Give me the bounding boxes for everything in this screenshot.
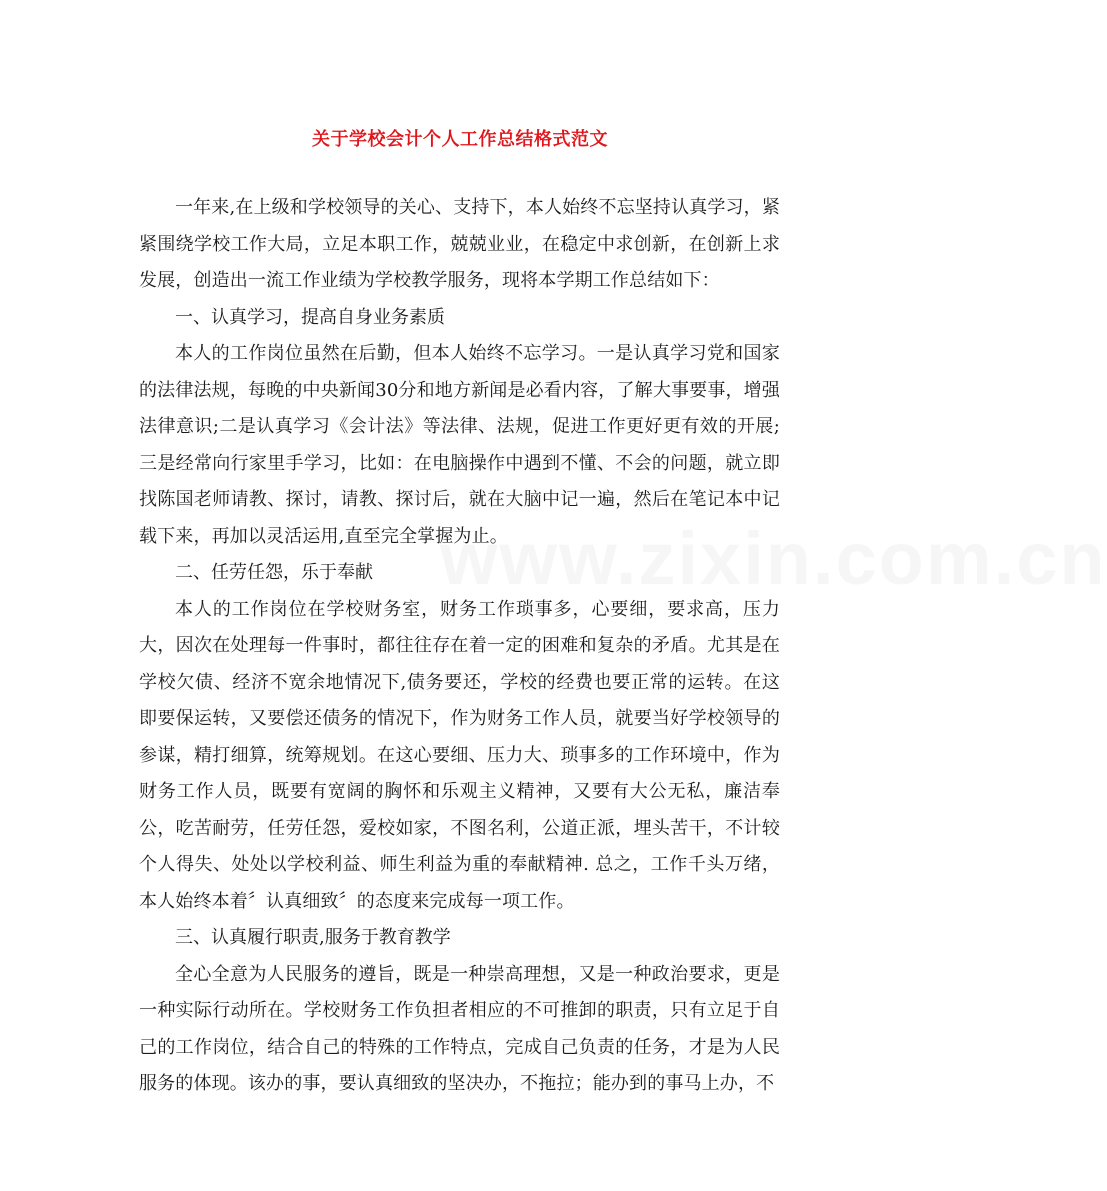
document-body [139,190,780,1103]
section-paragraph-3: 全心全意为人民服务的遵旨，既是一种崇高理想，又是一种政治要求，更是一种实际行动所在。学校财务工作负担者相应的不可推卸的职责，只有立足于自己的工作岗位，结合自己的特殊的工作特点，完成自己负责的任务，才是为人民服务的体现。该办的事，要认真细致的坚决办，不拖拉；能办到的事马上办，不 [139,963,780,1094]
section-heading-2: 二、任劳任怨，乐于奉献 [175,562,373,583]
document-title: 关于学校会计个人工作总结格式范文 [312,129,608,150]
section-paragraph-2: 本人的工作岗位在学校财务室，财务工作琐事多，心要细，要求高，压力大，因次在处理每一件事时，都往往存在着一定的困难和复杂的矛盾。尤其是在学校欠债、经济不宽余地情况下,债务要还，学校的经费也要正常的运转。在这即要保运转，又要偿还债务的情况下，作为财务工作人员，就要当好学校领导的参谋，精打细算，统筹规划。在这心要细、压力大、琐事多的工作环境中，作为财务工作人员，既要有宽阔的胸怀和乐观主义精神，又要有大公无私，廉洁奉公，吃苦耐劳，任劳任怨，爱校如家，不图名利，公道正派，埋头苦干，不计较个人得失、处处以学校利益、师生利益为重的奉献精神. 总之，工作千头万绪，本人始终本着〞认真细致〞的态度来完成每一项工作。 [139,598,780,912]
intro-paragraph: 一年来,在上级和学校领导的关心、支持下，本人始终不忘坚持认真学习，紧紧围绕学校工作大局，立足本职工作，兢兢业业，在稳定中求创新，在创新上求发展，创造出一流工作业绩为学校教学服务，现将本学期工作总结如下： [139,197,780,291]
section-heading-1: 一、认真学习，提高自身业务素质 [175,306,445,328]
watermark: www.zixin.com.cn [440,517,1107,600]
section-paragraph-1: 本人的工作岗位虽然在后勤，但本人始终不忘学习。一是认真学习党和国家的法律法规，每晚的中央新闻30分和地方新闻是必看内容，了解大事要事，增强法律意识;二是认真学习《会计法》等法律、法规，促进工作更好更有效的开展;三是经常向行家里手学习，比如：在电脑操作中遇到不懂、不会的问题，就立即找陈国老师请教、探讨，请教、探讨后，就在大脑中记一遍，然后在笔记本中记载下来，再加以灵活运用,直至完全掌握为止。 [139,343,780,547]
section-heading-3: 三、认真履行职责,服务于教育教学 [175,927,451,948]
